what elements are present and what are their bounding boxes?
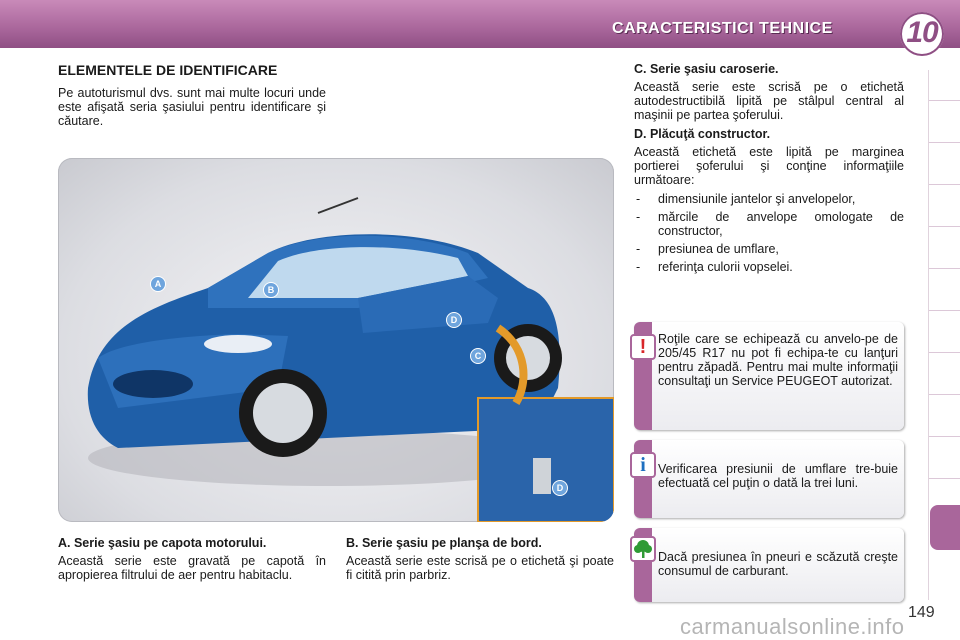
caption-c-text: Această serie este scrisă pe o etichetă autodestructibilă lipită pe stâlpul central al maşinii pe partea şoferului. bbox=[634, 80, 904, 122]
tree-icon bbox=[630, 536, 656, 562]
warning-icon: ! bbox=[630, 334, 656, 360]
car-illustration bbox=[58, 158, 614, 522]
chapter-badge bbox=[900, 12, 944, 56]
info-icon: i bbox=[630, 452, 656, 478]
watermark: carmanualsonline.info bbox=[680, 614, 905, 639]
caption-a-text: Această serie este gravată pe capotă în apropierea filtrului de aer pentru habitaclu. bbox=[58, 554, 326, 582]
side-tab-divider bbox=[929, 184, 960, 185]
caption-b-text: Această serie este scrisă pe o etichetă şi poate fi citită prin parbriz. bbox=[346, 554, 614, 582]
caption-b-title: B. Serie şasiu pe planşa de bord. bbox=[346, 536, 542, 550]
caption-a bbox=[58, 536, 326, 582]
side-tab-chapter-10[interactable] bbox=[930, 505, 960, 550]
note-eco-text: Dacă presiunea în pneuri e scăzută creşte consumul de carburant. bbox=[658, 550, 898, 578]
callout-d-detail: D bbox=[552, 480, 568, 496]
side-tab-divider bbox=[929, 100, 960, 101]
side-tab-divider bbox=[929, 310, 960, 311]
side-tab-divider bbox=[929, 478, 960, 479]
list-item: - presiunea de umflare, bbox=[634, 242, 904, 256]
side-tab-divider bbox=[929, 436, 960, 437]
right-column bbox=[634, 62, 904, 278]
caption-d-title: D. Plăcuţă constructor. bbox=[634, 127, 771, 141]
callout-c: C bbox=[470, 348, 486, 364]
caption-c-title: C. Serie şasiu caroserie. bbox=[634, 62, 779, 76]
list-item: - mărcile de anvelope omologate de constructor, bbox=[634, 210, 904, 238]
side-tab-divider bbox=[929, 352, 960, 353]
side-tab-divider bbox=[929, 394, 960, 395]
chapter-title: CARACTERISTICI TEHNICE bbox=[612, 20, 833, 37]
callout-b: B bbox=[263, 282, 279, 298]
caption-d-text: Această etichetă este lipită pe marginea portierei şoferului şi conţine informaţiile următoare: bbox=[634, 145, 904, 187]
tree-icon-shape bbox=[632, 538, 654, 560]
section-title: ELEMENTELE DE IDENTIFICARE bbox=[58, 62, 278, 78]
car-drawing bbox=[58, 158, 614, 522]
callout-a: A bbox=[150, 276, 166, 292]
side-tab-divider bbox=[929, 268, 960, 269]
note-warning-text: Roţile care se echipează cu anvelo-pe de 205/45 R17 nu pot fi echipa-te cu lanţuri pentru zăpadă. Pentru mai multe informaţii consultaţi un Service PEUGEOT autorizat. bbox=[658, 332, 898, 388]
note-eco bbox=[634, 528, 904, 602]
note-warning bbox=[634, 322, 904, 430]
intro-text: Pe autoturismul dvs. sunt mai multe locuri unde este afişată seria şasiului pentru identificare şi căutare. bbox=[58, 86, 326, 128]
page-number: 149 bbox=[908, 604, 935, 621]
side-tab-divider bbox=[929, 142, 960, 143]
plate-info-list bbox=[634, 192, 904, 274]
note-info bbox=[634, 440, 904, 518]
caption-a-title: A. Serie şasiu pe capota motorului. bbox=[58, 536, 267, 550]
side-tab-divider bbox=[929, 226, 960, 227]
chapter-number: 10 bbox=[906, 16, 938, 49]
caption-b bbox=[346, 536, 614, 582]
list-item: - referinţa culorii vopselei. bbox=[634, 260, 904, 274]
list-item: - dimensiunile jantelor şi anvelopelor, bbox=[634, 192, 904, 206]
callout-d: D bbox=[446, 312, 462, 328]
note-info-text: Verificarea presiunii de umflare tre-buie efectuată cel puţin o dată la trei luni. bbox=[658, 462, 898, 490]
